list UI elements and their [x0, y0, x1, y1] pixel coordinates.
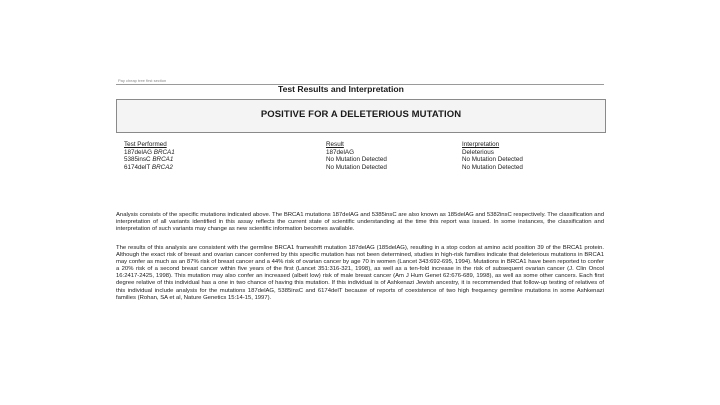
header-result: Result	[326, 141, 344, 148]
analysis-paragraph: Analysis consists of the specific mutations indicated above. The BRCA1 mutations 187delAG and 5385insC are also known as 185delAG and 5382insC respectively. The classification and interpretation of all variants identified in this assay reflects the current state of scientific understanding at the time this report was issued. In some instances, the classification and interpretation of such variants may change as new scientific information becomes available.	[116, 212, 604, 233]
result-cell: No Mutation Detected	[326, 156, 387, 164]
test-code: 5385insC	[124, 156, 151, 164]
test-gene: BRCA1	[152, 156, 174, 164]
test-code: 187delAG	[124, 148, 153, 156]
column-interpretation	[462, 141, 523, 171]
header-test-performed: Test Performed	[124, 141, 167, 148]
test-gene: BRCA2	[151, 163, 173, 171]
column-result	[326, 141, 387, 171]
result-cell: 187delAG	[326, 148, 355, 156]
result-cell: No Mutation Detected	[326, 163, 387, 171]
interpretation-cell: No Mutation Detected	[462, 156, 523, 164]
interpretation-cell: Deleterious	[462, 148, 494, 156]
faint-header-text: Pay cheap tree first section	[118, 78, 167, 83]
result-summary-box	[116, 99, 606, 133]
test-code: 6174delT	[124, 163, 151, 171]
interpretation-cell: No Mutation Detected	[462, 163, 523, 171]
header-interpretation: Interpretation	[462, 141, 500, 148]
column-test-performed	[124, 141, 175, 171]
test-gene: BRCA1	[153, 148, 175, 156]
section-title: Test Results and Interpretation	[278, 84, 404, 94]
interpretation-paragraph: The results of this analysis are consistent with the germline BRCA1 frameshift mutation 187delAG (185delAG), resulting in a stop codon at amino acid position 39 of the BRCA1 protein. Although the exact risk of breast and ovarian cancer conferred by this specific mutation has not been determined, studies in high-risk families indicate that deleterious mutations in BRCA1 may confer as much as an 87% risk of breast cancer and a 44% risk of ovarian cancer by age 70 in women (Lancet 343:692-695, 1994). Mutations in BRCA1 have been reported to confer a 20% risk of a second breast cancer within five years of the first (Lancet 351:316-321, 1998), as well as a ten-fold increase in the risk of subsequent ovarian cancer (J. Clin Oncol 16:2417-2425, 1998). This mutation may also confer an increased (albeit low) risk of male breast cancer (Am J Hum Genet 62:676-689, 1998), as well as some other cancers. Each first degree relative of this individual has a one in two chance of having this mutation. If this individual is of Ashkenazi Jewish ancestry, it is recommended that follow-up testing of relatives of this individual include analysis for the mutations 187delAG, 5385insC and 6174delT because of reports of coexistence of two high frequency germline mutations in some Ashkenazi families (Rohan, SA et al, Nature Genetics 15:14-15, 1997).	[116, 245, 604, 301]
table-row-test	[124, 156, 175, 164]
table-row-test	[124, 149, 175, 157]
table-row-test	[124, 164, 175, 172]
result-summary-text: POSITIVE FOR A DELETERIOUS MUTATION	[260, 109, 462, 120]
